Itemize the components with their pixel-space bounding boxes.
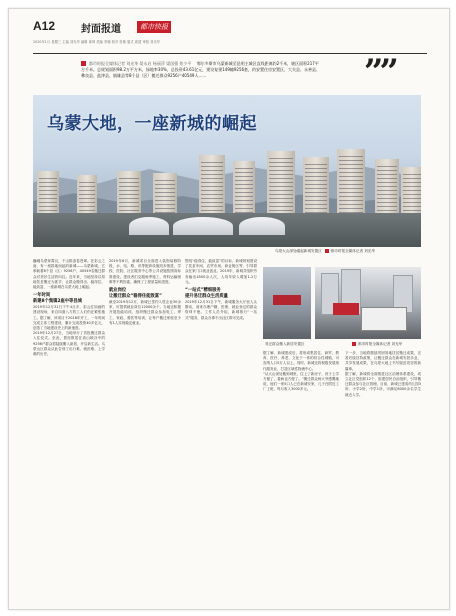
subhead: 提升易迁群众生活质量 (185, 294, 228, 300)
body-paragraph: 2019年12月27日，当地举行了首批搬迁群众入住仪式。至此，曾经散居在高山峡谷中的9256户群众将陆续搬入新居，开启新生活。乌蒙山区群众从此告别了出行难、就医难、上学难的历史。 (33, 331, 105, 357)
body-paragraph: 2019年12月31日下午4点多，彩云红如画的建设现场，来自四面八方的工人们仍在紧张施工。据了解，该项目于2018年开工，一年时间完成主体工程建设，累计完成投资40多亿元，创造了当地建设史上的新速度。 (33, 305, 105, 331)
section-title: 封面报道 (81, 24, 121, 35)
photo-residents (263, 267, 311, 339)
newspaper-page (8, 8, 450, 610)
column-2 (109, 259, 181, 326)
building (117, 171, 141, 217)
red-square-icon (352, 342, 356, 346)
quote-mark-icon: ”” (363, 52, 395, 92)
section-stamp: 都市快报 (137, 21, 171, 33)
headline: 乌蒙大地，一座新城的崛起 (47, 114, 257, 134)
subhead: 一年时间 (33, 293, 51, 299)
column-4 (263, 351, 339, 393)
building (375, 159, 399, 217)
body-paragraph: 下一步，当地将继续巩固易地扶贫搬迁成果，完善后续扶持政策，让搬迁群众在新城安居乐业，共享发展成果，在乌蒙大地上书写脱贫攻坚的新篇章。 (345, 351, 421, 371)
photo-caption-right: 都市时报全媒体记者 刘光华 (349, 342, 402, 347)
body-paragraph: 围绕“稳得住、能致富”的目标，新城规划建设了扶贫车间、农贸市场、商业街区等，引导群众在家门口就业创业。2019年，新城共组织劳务输出4500余人次，人均年收入增加1.2万元。 (185, 259, 257, 284)
building (37, 171, 59, 217)
body-paragraph: “从大山深处搬到城里，住上了新房子，孩子上学方便了，看病也方便了。”搬迁群众杨大爷感慨地说，他们一家5口人已在新城安家，儿子在附近工厂上班，每月收入3000多元。 (263, 371, 339, 392)
column-5 (345, 351, 421, 398)
building (303, 157, 329, 217)
subhead: 让搬迁群众“稳得住能致富” (109, 294, 162, 300)
hero-photo (33, 95, 421, 247)
page-code: A12 (33, 19, 56, 33)
vehicle (361, 307, 407, 331)
lead-paragraph (81, 61, 321, 79)
column-3 (185, 259, 257, 321)
lead-byline: 都市时报全媒体记者 刘光华 晏永启 杨丽萍 梁国强 焦少平 (89, 61, 192, 66)
body-paragraph: 截至2019年12月，新城已签约入驻企业30余家，可提供就业岗位12000余个。当地还积极开展技能培训，组织搬迁群众参加电工、焊工、家政、餐饮等培训，让每户搬迁家庭至少有1人实现稳定就业。 (109, 300, 181, 325)
building (77, 175, 97, 217)
greenhouse (173, 217, 233, 235)
column-1 (33, 259, 105, 357)
intro-paragraph: 巍峨乌蒙耸霄汉，千山排浪卷苍翠。在彩云之南，有一座拔地而起的新城——乌蒙新城，它承载着8个县（区）9256户、40549名搬迁群众对美好生活的向往。近年来，当地坚持以易地扶贫搬迁为抓手，让群众搬得出、稳得住、能致富，一座新城在乌蒙大地上崛起。 (33, 259, 105, 290)
photo-new-town (315, 267, 421, 339)
red-square-icon (81, 61, 86, 66)
building (337, 149, 365, 217)
building (233, 161, 255, 217)
body-paragraph: 2019年12月31日下午，新城服务大厅里人头攒动，前来办理户籍、医保、就业登记的群众络绎不绝。工作人员介绍，新城推行“一站式”服务，群众办事不出社区即可完成。 (185, 300, 257, 320)
greenhouse (129, 217, 169, 235)
photo-caption-left: 易迁群众搬入新居安置区 (265, 342, 305, 346)
subhead: “一站式”精细服务 (185, 288, 221, 294)
photo-caption: 乌蒙大山深处崛起新城安置区 都市时报全媒体记者 刘光华 (275, 249, 375, 253)
building (153, 173, 177, 217)
red-banner (333, 303, 359, 315)
masthead (33, 19, 427, 54)
building (199, 155, 225, 217)
body-paragraph: 据了解，新城建成后，将形成集居住、商贸、教育、医疗、养老、文化于一体的综合性城镇，可容纳人口5万人以上。同时，新城还将积极发展现代服务业，打造区域性物流中心。 (263, 351, 339, 371)
body-paragraph: 2019年6月，新城项目全面进入装饰装修阶段，水、电、路、讯等配套设施同步推进，学校、医院、社区服务中心等公共设施按照高标准建设。建设者们克服雨季施工、材料运输困难等不利因素，确保了工程质量和进度。 (109, 259, 181, 284)
body-paragraph: 据了解，新城将全面推进社区治理体系建设，成立社区党组织12个，组建居民自治组织，引导搬迁群众参与社区管理。目前，新城已建成幼儿园3所、小学2所、中学1所，可满足8000余名学生就近入学。 (345, 371, 421, 397)
subhead: 就业岗位 (109, 288, 127, 294)
subhead: 新建8个集镇2座中等县城 (33, 299, 82, 305)
red-square-icon (325, 249, 329, 253)
masthead-meta: 2020年1月 星期三 主编 刘光华 编辑 姜琦 美编 李娜 校对 张敏 版式 周建 审校 刘光华 (33, 40, 161, 44)
building (267, 151, 295, 217)
building (401, 167, 421, 217)
greenhouse (239, 217, 285, 235)
lead-text: 鄂尔多斯市乌蒙新城至昆明主城区直线距离约2千米，辖区面积217平方千米。总规划面积98.2万平方米，绿地率30%，总投资43.61亿元，建设复建149幢9256套，约安置住房安置区，大关县、永善县、彝良县、盐津县、镇雄县等8个县（区）搬迁群众9256户40549人…… (81, 61, 321, 78)
red-sign (273, 295, 301, 305)
